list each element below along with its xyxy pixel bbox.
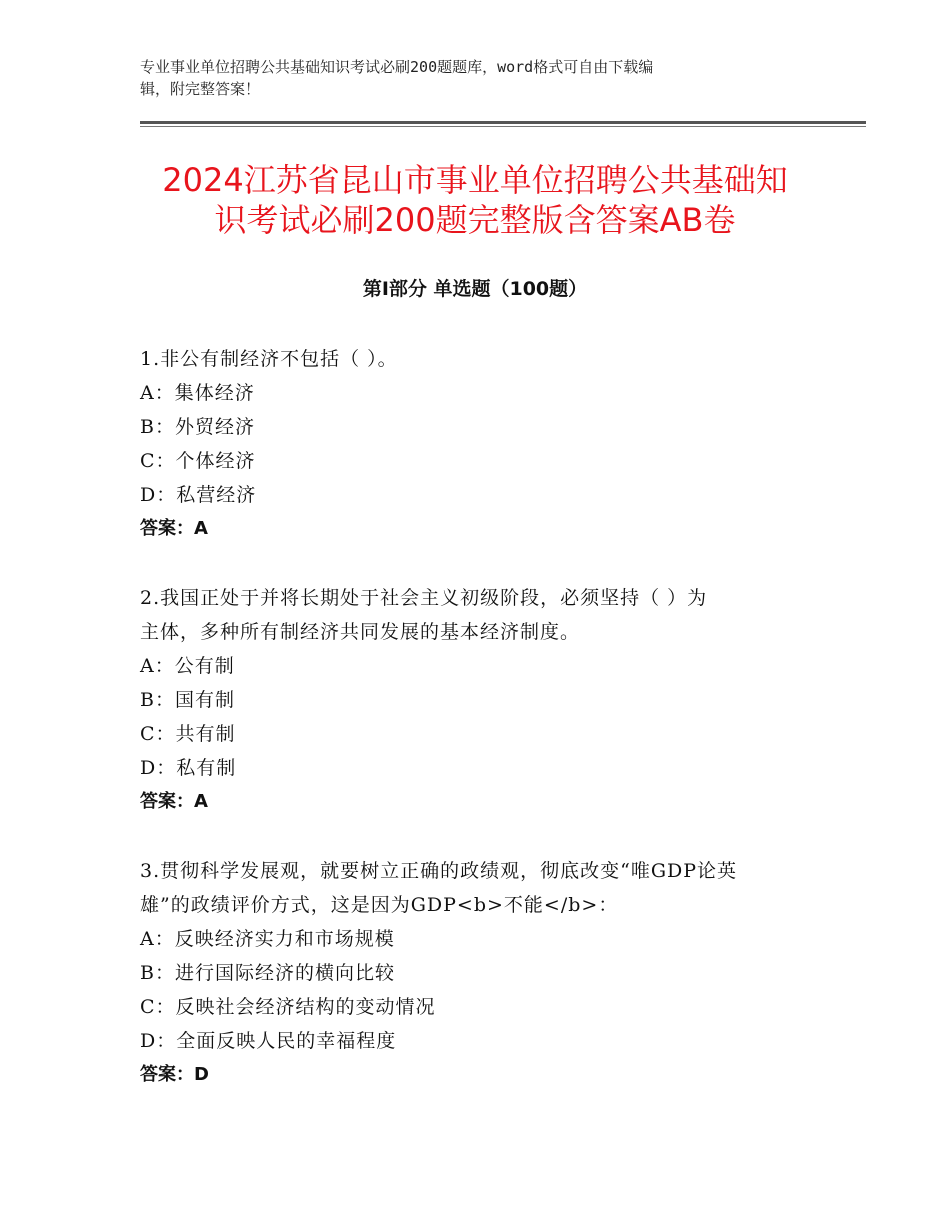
option-d: D：全面反映人民的幸福程度 — [140, 1030, 397, 1052]
option-b: B：国有制 — [140, 689, 235, 711]
document-title-line-2: 识考试必刷200题完整版含答案AB卷 — [214, 201, 736, 239]
header-divider-thin — [140, 126, 866, 127]
option-b: B：进行国际经济的横向比较 — [140, 962, 395, 984]
option-c: C：个体经济 — [140, 450, 256, 472]
option-a: A：集体经济 — [140, 382, 255, 404]
header-divider-thick — [140, 121, 866, 124]
answer-label: 答案：D — [140, 1064, 209, 1085]
document-title-line-1: 2024江苏省昆山市事业单位招聘公共基础知 — [162, 161, 788, 199]
answer-label: 答案：A — [140, 518, 208, 539]
answer-label: 答案：A — [140, 791, 208, 812]
header-note-line-2: 辑，附完整答案！ — [140, 80, 261, 98]
question-stem-line-2: 雄”的政绩评价方式，这是因为GDP<b>不能</b>： — [140, 894, 619, 916]
question-2 — [140, 581, 810, 819]
option-a: A：反映经济实力和市场规模 — [140, 928, 395, 950]
document-title — [140, 160, 810, 240]
header-note — [140, 56, 790, 100]
question-1 — [140, 342, 810, 546]
option-c: C：反映社会经济结构的变动情况 — [140, 996, 436, 1018]
option-b: B：外贸经济 — [140, 416, 255, 438]
option-d: D：私营经济 — [140, 484, 257, 506]
question-3 — [140, 854, 810, 1092]
question-stem-line-2: 主体，多种所有制经济共同发展的基本经济制度。 — [140, 621, 581, 643]
question-stem: 1.非公有制经济不包括（ ）。 — [140, 348, 398, 370]
section-heading: 第Ⅰ部分 单选题（100题） — [362, 278, 588, 300]
header-note-line-1: 专业事业单位招聘公共基础知识考试必刷200题题库，word格式可自由下载编 — [140, 58, 654, 76]
question-stem-line-1: 3.贯彻科学发展观，就要树立正确的政绩观，彻底改变“唯GDP论英 — [140, 860, 738, 882]
question-stem-line-1: 2.我国正处于并将长期处于社会主义初级阶段，必须坚持（ ）为 — [140, 587, 708, 609]
option-d: D：私有制 — [140, 757, 237, 779]
option-c: C：共有制 — [140, 723, 236, 745]
option-a: A：公有制 — [140, 655, 235, 677]
